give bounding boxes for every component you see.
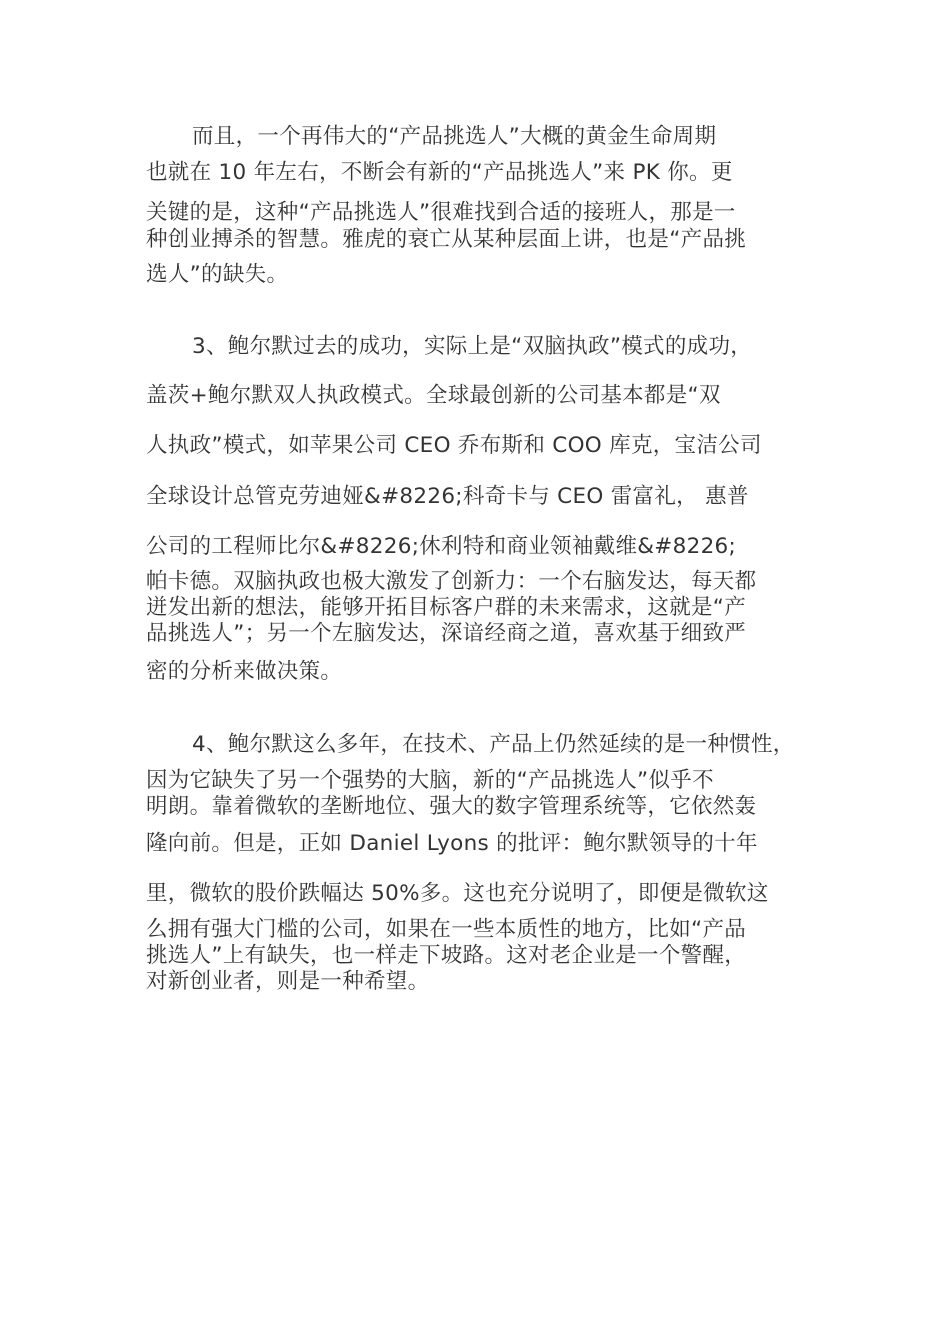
text-line: 种创业搏杀的智慧。雅虎的衰亡从某种层面上讲，也是“产品挑 bbox=[146, 227, 747, 252]
text-line: 挑选人”上有缺失，也一样走下坡路。这对老企业是一个警醒， bbox=[146, 943, 747, 968]
text-line: 帕卡德。双脑执政也极大激发了创新力：一个右脑发达，每天都 bbox=[146, 569, 757, 594]
text-line: 公司的工程师比尔&#8226;休利特和商业领袖戴维&#8226; bbox=[146, 534, 737, 559]
text-line: 迸发出新的想法，能够开拓目标客户群的未来需求，这就是“产 bbox=[146, 595, 747, 620]
text-line: 隆向前。但是，正如 Daniel Lyons 的批评：鲍尔默领导的十年 bbox=[146, 831, 758, 856]
text-line: 关键的是，这种“产品挑选人”很难找到合适的接班人，那是一 bbox=[146, 200, 736, 225]
text-line: 么拥有强大门槛的公司，如果在一些本质性的地方，比如“产品 bbox=[146, 917, 747, 942]
text-line: 4、鲍尔默这么多年，在技术、产品上仍然延续的是一种惯性， bbox=[192, 732, 795, 757]
text-line: 人执政”模式，如苹果公司 CEO 乔布斯和 COO 库克，宝洁公司 bbox=[146, 433, 762, 458]
text-line: 明朗。靠着微软的垄断地位、强大的数字管理系统等，它依然轰 bbox=[146, 794, 757, 819]
text-line: 也就在 10 年左右，不断会有新的“产品挑选人”来 PK 你。更 bbox=[146, 160, 733, 185]
text-line: 而且，一个再伟大的“产品挑选人”大概的黄金生命周期 bbox=[192, 124, 717, 149]
text-line: 全球设计总管克劳迪娅&#8226;科奇卡与 CEO 雷富礼， 惠普 bbox=[146, 484, 749, 509]
text-line: 盖茨+鲍尔默双人执政模式。全球最创新的公司基本都是“双 bbox=[146, 383, 721, 408]
text-line: 3、鲍尔默过去的成功，实际上是“双脑执政”模式的成功， bbox=[192, 334, 753, 359]
text-line: 对新创业者，则是一种希望。 bbox=[146, 969, 430, 994]
text-line: 密的分析来做决策。 bbox=[146, 659, 343, 684]
text-line: 里，微软的股价跌幅达 50%多。这也充分说明了，即便是微软这 bbox=[146, 881, 769, 906]
text-line: 因为它缺失了另一个强势的大脑，新的“产品挑选人”似乎不 bbox=[146, 768, 714, 793]
text-line: 品挑选人”；另一个左脑发达，深谙经商之道，喜欢基于细致严 bbox=[146, 621, 747, 646]
text-line: 选人”的缺失。 bbox=[146, 262, 289, 287]
